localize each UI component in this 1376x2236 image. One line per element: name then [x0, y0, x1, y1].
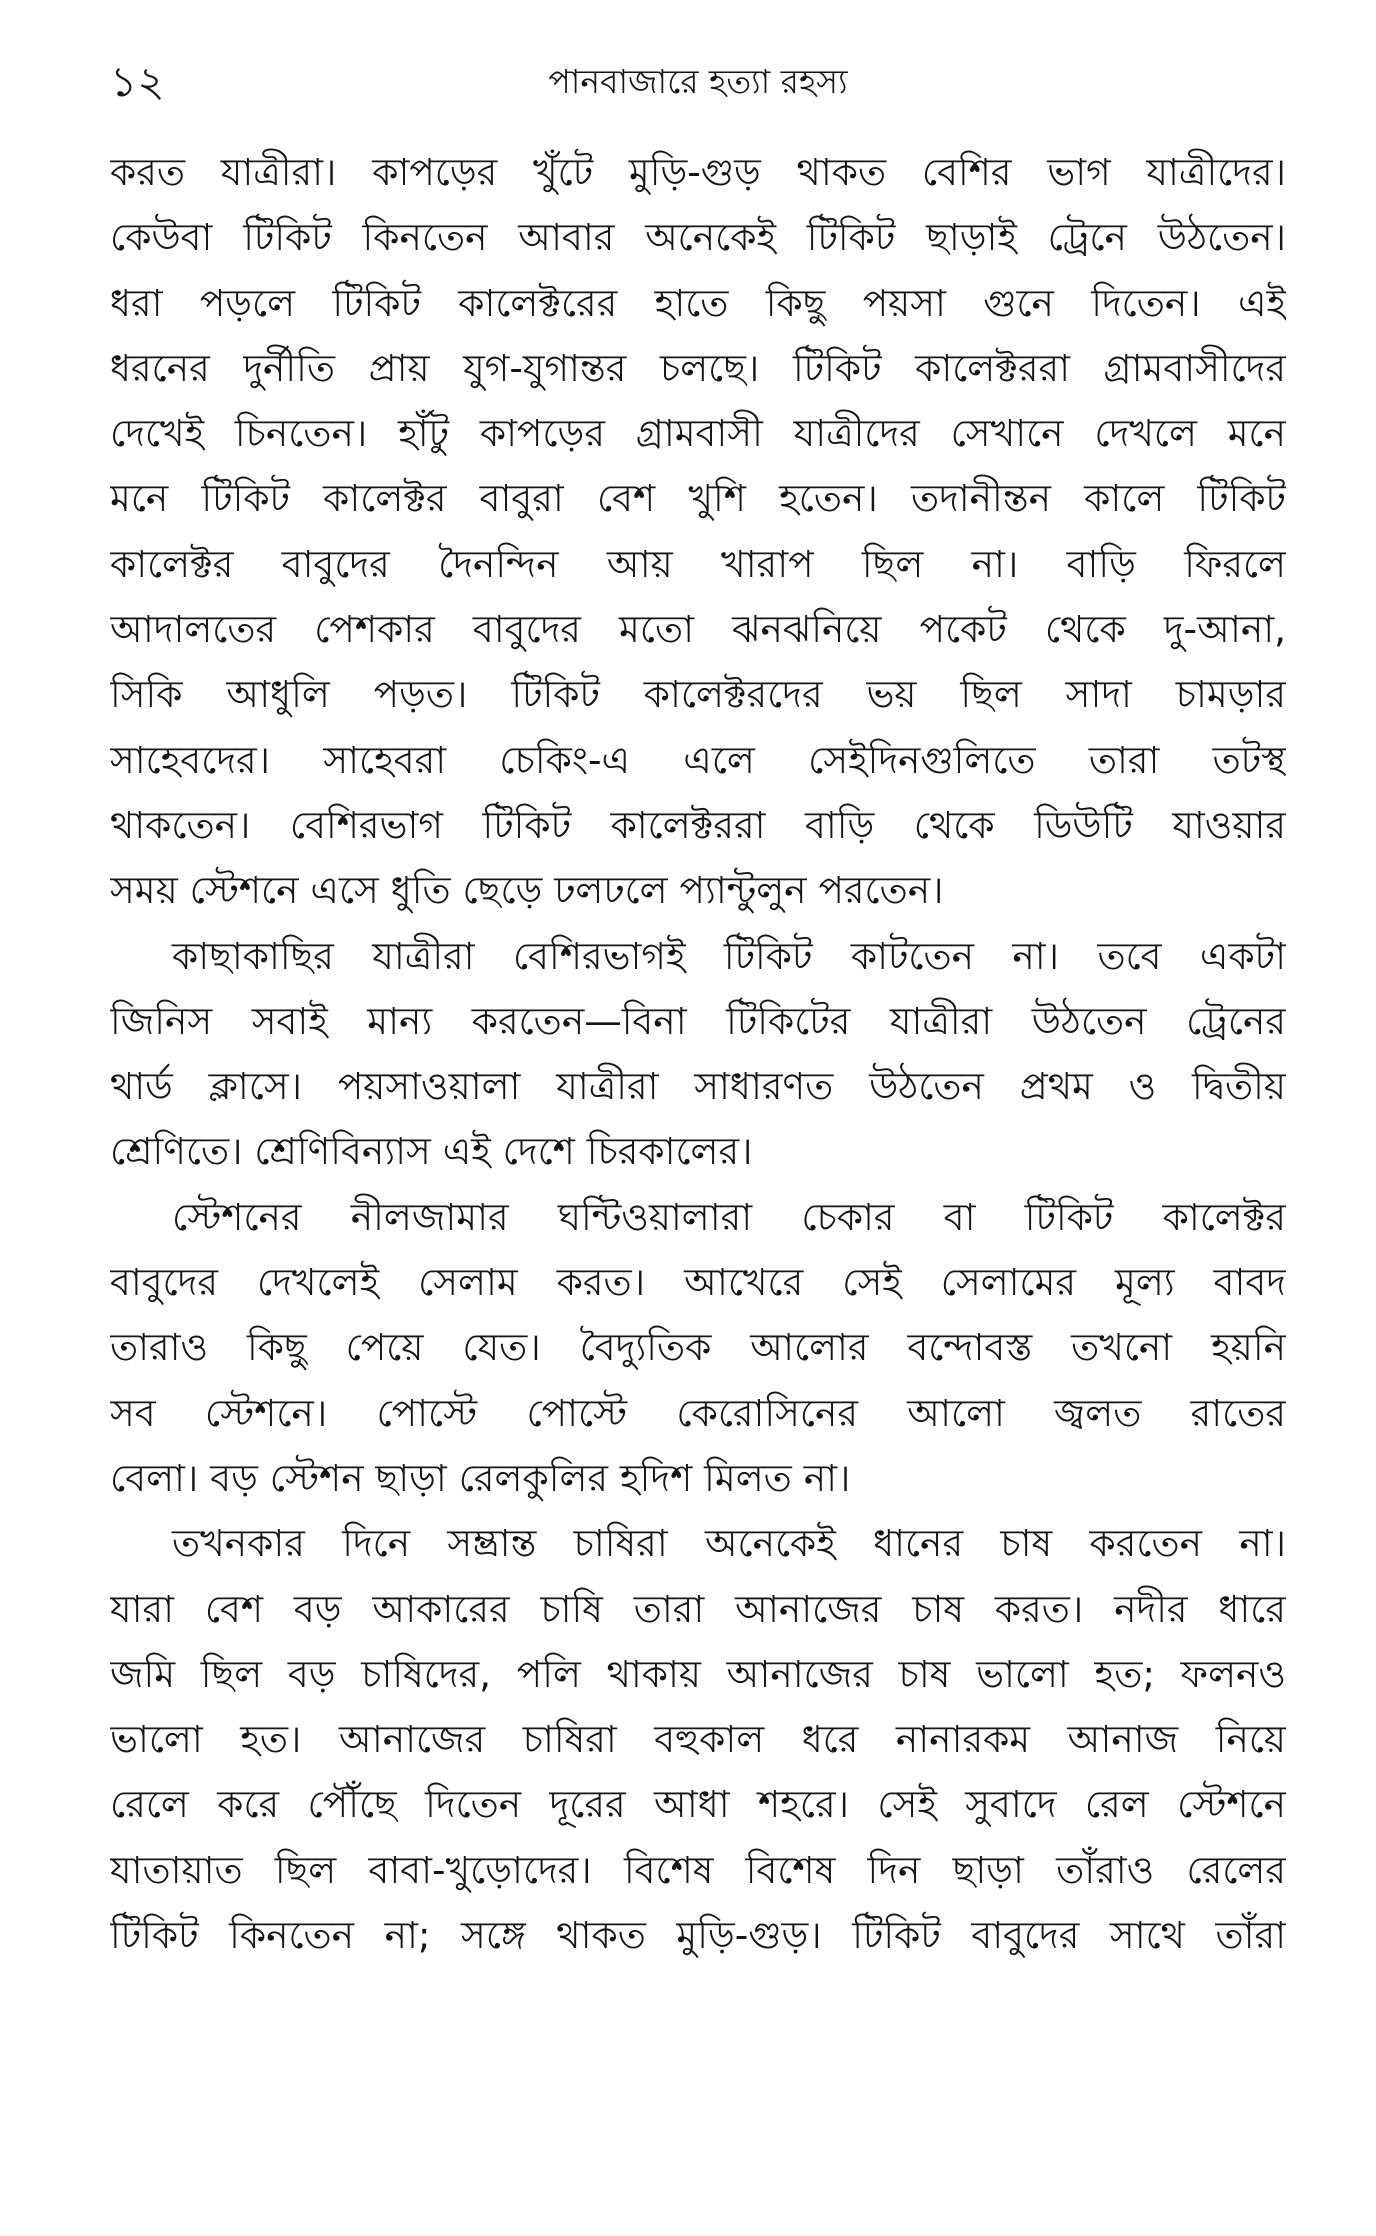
text-line: সাহেবদের। সাহেবরা চেকিং-এ এলে সেইদিনগুলিতে তারা তটস্থ	[110, 737, 1286, 782]
text-line: তখনকার দিনে সম্ভ্রান্ত চাষিরা অনেকেই ধানের চাষ করতেন না।	[172, 1521, 1286, 1566]
text-line: মনে টিকিট কালেক্টর বাবুরা বেশ খুশি হতেন। তদানীন্তন কালে টিকিট	[110, 476, 1286, 521]
page-number: ১২	[110, 57, 165, 106]
page-header	[110, 52, 1286, 112]
text-line: থাকতেন। বেশিরভাগ টিকিট কালেক্টররা বাড়ি থেকে ডিউটি যাওয়ার	[110, 802, 1286, 847]
text-line: সময় স্টেশনে এসে ধুতি ছেড়ে ঢলঢলে প্যান্টুলুন পরতেন।	[110, 868, 944, 913]
text-line: বেলা। বড় স্টেশন ছাড়া রেলকুলির হদিশ মিলত না।	[110, 1455, 851, 1500]
text-line: ভালো হত। আনাজের চাষিরা বহুকাল ধরে নানারকম আনাজ নিয়ে	[110, 1717, 1286, 1762]
text-line: সব স্টেশনে। পোস্টে পোস্টে কেরোসিনের আলো জ্বলত রাতের	[110, 1390, 1286, 1435]
text-line: রেলে করে পৌঁছে দিতেন দূরের আধা শহরে। সেই সুবাদে রেল স্টেশনে	[110, 1782, 1286, 1827]
text-line: শ্রেণিতে। শ্রেণিবিন্যাস এই দেশে চিরকালের।	[110, 1129, 753, 1174]
text-line: কালেক্টর বাবুদের দৈনন্দিন আয় খারাপ ছিল না। বাড়ি ফিরলে	[110, 541, 1286, 586]
text-line: যাতায়াত ছিল বাবা-খুড়োদের। বিশেষ বিশেষ দিন ছাড়া তাঁরাও রেলের	[110, 1847, 1286, 1892]
body-text	[110, 140, 1286, 1968]
text-line: বাবুদের দেখলেই সেলাম করত। আখেরে সেই সেলামের মূল্য বাবদ	[110, 1260, 1286, 1305]
text-line: কাছাকাছির যাত্রীরা বেশিরভাগই টিকিট কাটতেন না। তবে একটা	[172, 933, 1286, 978]
text-line: ধরনের দুর্নীতি প্রায় যুগ-যুগান্তর চলছে। টিকিট কালেক্টররা গ্রামবাসীদের	[110, 345, 1286, 390]
text-line: টিকিট কিনতেন না; সঙ্গে থাকত মুড়ি-গুড়। টিকিট বাবুদের সাথে তাঁরা	[110, 1913, 1286, 1958]
text-line: ধরা পড়লে টিকিট কালেক্টরের হাতে কিছু পয়সা গুনে দিতেন। এই	[110, 280, 1286, 325]
text-line: তারাও কিছু পেয়ে যেত। বৈদ্যুতিক আলোর বন্দোবস্ত তখনো হয়নি	[110, 1325, 1286, 1370]
text-line: সিকি আধুলি পড়ত। টিকিট কালেক্টরদের ভয় ছিল সাদা চামড়ার	[110, 672, 1286, 717]
text-line: থার্ড ক্লাসে। পয়সাওয়ালা যাত্রীরা সাধারণত উঠতেন প্রথম ও দ্বিতীয়	[110, 1064, 1286, 1109]
text-line: করত যাত্রীরা। কাপড়ের খুঁটে মুড়ি-গুড় থাকত বেশির ভাগ যাত্রীদের।	[110, 150, 1286, 194]
text-line: জমি ছিল বড় চাষিদের, পলি থাকায় আনাজের চাষ ভালো হত; ফলনও	[110, 1651, 1286, 1696]
text-line: যারা বেশ বড় আকারের চাষি তারা আনাজের চাষ করত। নদীর ধারে	[110, 1586, 1286, 1631]
text-line: দেখেই চিনতেন। হাঁটু কাপড়ের গ্রামবাসী যাত্রীদের সেখানে দেখলে মনে	[110, 411, 1286, 456]
text-line: জিনিস সবাই মান্য করতেন—বিনা টিকিটের যাত্রীরা উঠতেন ট্রেনের	[110, 998, 1286, 1043]
text-line: আদালতের পেশকার বাবুদের মতো ঝনঝনিয়ে পকেট থেকে দু-আনা,	[110, 607, 1286, 652]
running-title: পানবাজারে হত্যা রহস্য	[548, 62, 848, 101]
text-line: কেউবা টিকিট কিনতেন আবার অনেকেই টিকিট ছাড়াই ট্রেনে উঠতেন।	[110, 215, 1286, 260]
text-line: স্টেশনের নীলজামার ঘন্টিওয়ালারা চেকার বা টিকিট কালেক্টর	[172, 1194, 1286, 1239]
